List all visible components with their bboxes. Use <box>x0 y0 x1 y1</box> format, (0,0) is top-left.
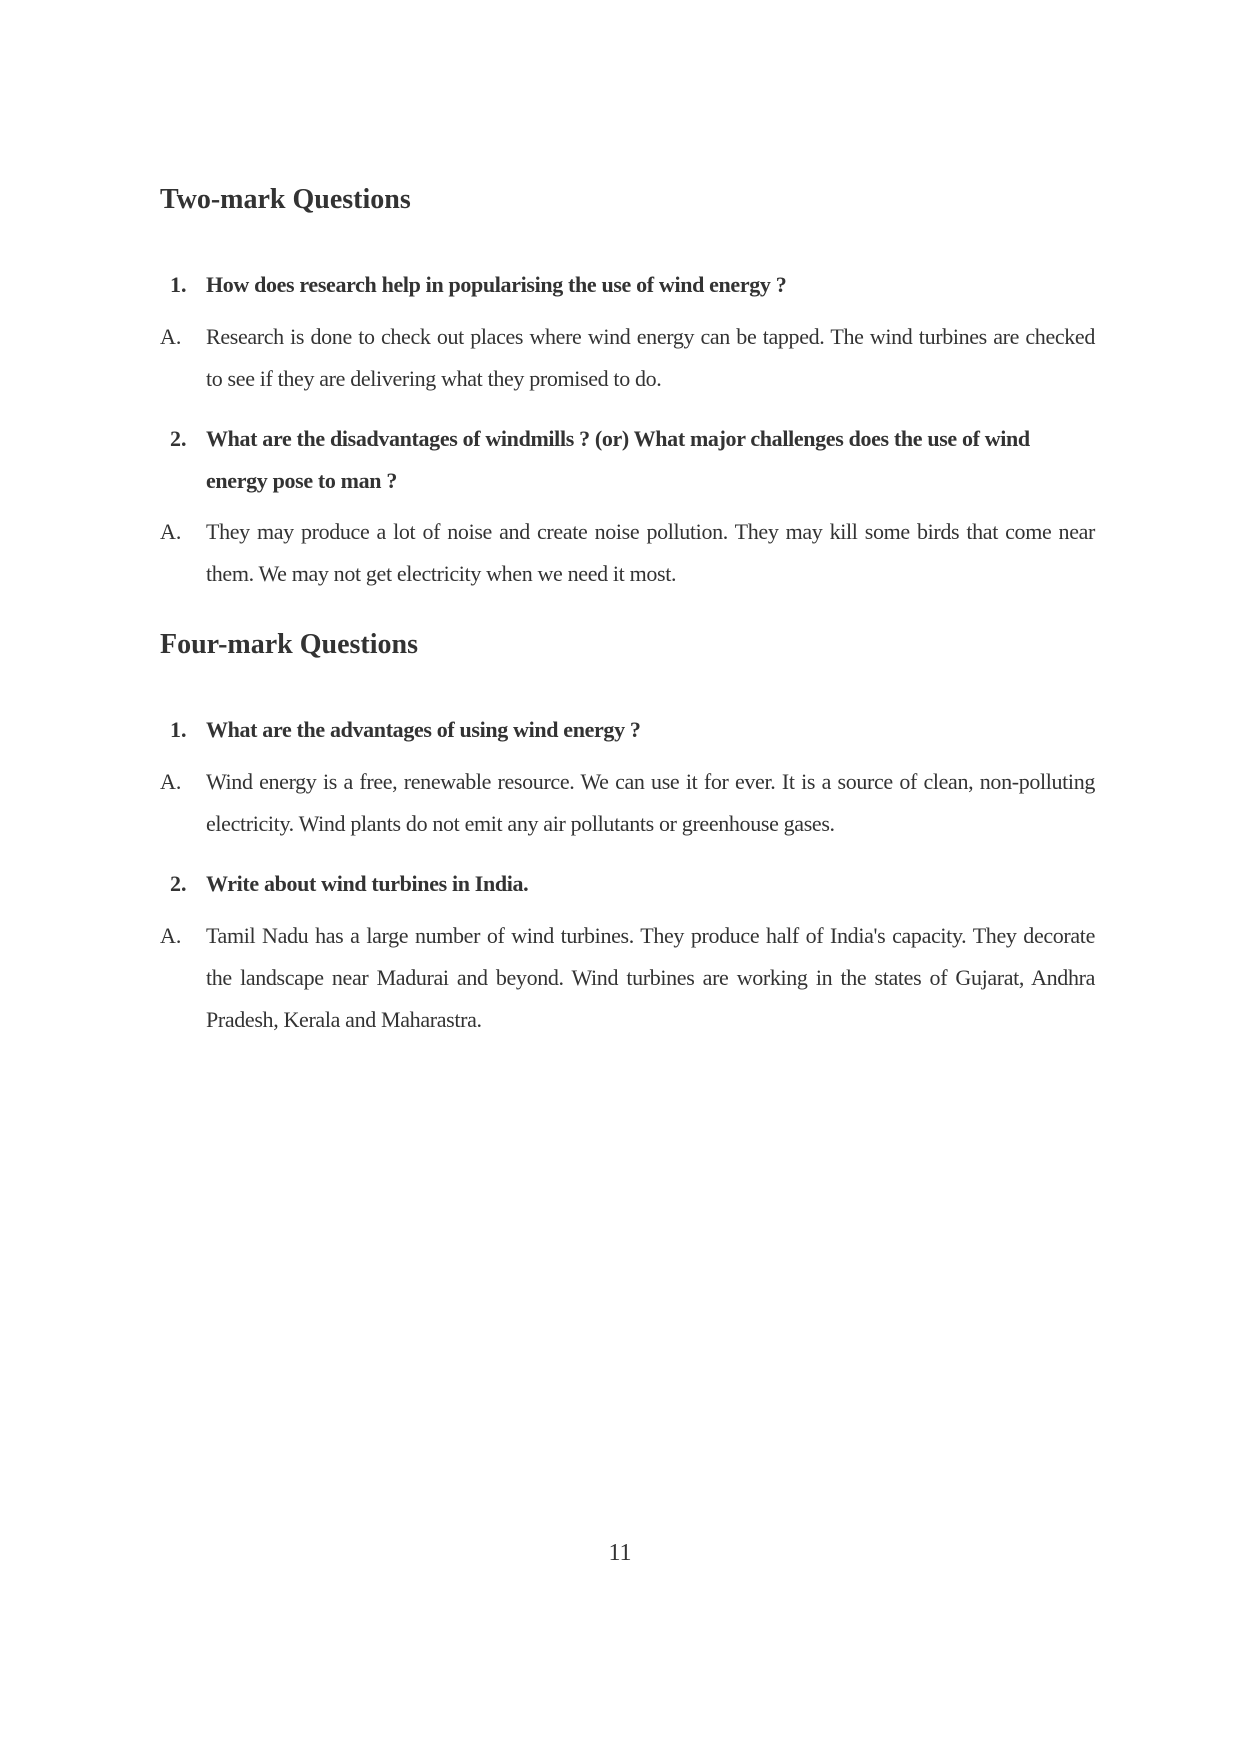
question-text: What are the disadvantages of windmills ? (or) What major challenges does the use of wind energy pose to man ? <box>206 426 1030 493</box>
four-mark-answer-1 <box>160 761 1095 845</box>
question-number: 2. <box>170 426 187 451</box>
two-mark-answer-2 <box>160 511 1095 595</box>
four-mark-answer-2 <box>160 915 1095 1041</box>
four-mark-question-2 <box>160 863 1095 905</box>
section-heading-four-mark: Four-mark Questions <box>160 629 418 660</box>
answer-label: A. <box>160 769 182 794</box>
answer-text: Wind energy is a free, renewable resource. We can use it for ever. It is a source of clean, non-polluting electricity. Wind plants do not emit any air pollutants or greenhouse gases. <box>206 769 1095 836</box>
four-mark-question-1 <box>160 709 1095 751</box>
two-mark-answer-1 <box>160 316 1095 400</box>
two-mark-question-2 <box>160 418 1095 502</box>
question-text: Write about wind turbines in India. <box>206 871 529 896</box>
answer-label: A. <box>160 519 182 544</box>
answer-text: They may produce a lot of noise and create noise pollution. They may kill some birds that come near them. We may not get electricity when we need it most. <box>206 519 1095 586</box>
question-number: 2. <box>170 871 187 896</box>
answer-text: Research is done to check out places where wind energy can be tapped. The wind turbines are checked to see if they are delivering what they promised to do. <box>206 324 1095 391</box>
question-text: What are the advantages of using wind energy ? <box>206 717 641 742</box>
page-number: 11 <box>608 1540 632 1566</box>
answer-text: Tamil Nadu has a large number of wind turbines. They produce half of India's capacity. They decorate the landscape near Madurai and beyond. Wind turbines are working in the states of Gujarat, Andhra Pradesh, Kerala and Maharastra. <box>206 923 1095 1032</box>
section-heading-two-mark: Two-mark Questions <box>160 184 411 215</box>
question-number: 1. <box>170 272 187 297</box>
question-text: How does research help in popularising the use of wind energy ? <box>206 272 787 297</box>
two-mark-question-1 <box>160 264 1095 306</box>
question-number: 1. <box>170 717 187 742</box>
answer-label: A. <box>160 923 182 948</box>
answer-label: A. <box>160 324 182 349</box>
